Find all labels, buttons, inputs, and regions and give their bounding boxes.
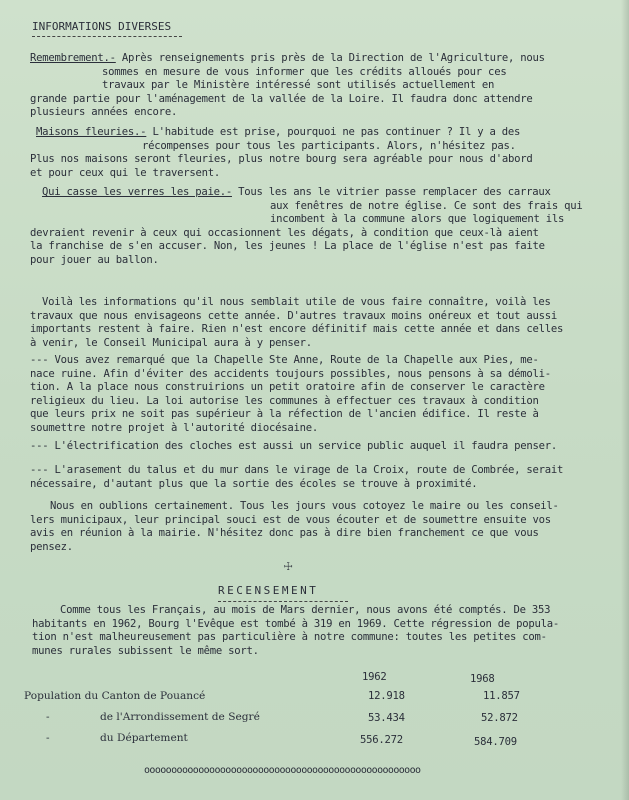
section-cloches xyxy=(30,440,610,454)
maisons-title: Maisons fleuries.- xyxy=(36,126,147,138)
footer-rule: ooooooooooooooooooooooooooooooooooooooooooooooooooo xyxy=(144,765,421,776)
oublions-line: avis en réunion à la mairie. N'hésitez donc pas à dire bien franchement ce que vous xyxy=(30,527,539,540)
page-edge-shadow xyxy=(621,0,629,800)
maisons-line: Plus nos maisons seront fleuries, plus notre bourg sera agréable pour nous d'abord xyxy=(30,153,533,166)
voila-line: Voilà les informations qu'il nous semblait utile de vous faire connaître, voilà les xyxy=(42,296,551,308)
voila-line: importants restent à faire. Rien n'est encore définitif mais cette année et dans celles xyxy=(30,323,564,336)
year-1962-header: 1962 xyxy=(362,671,387,683)
verres-line: pour jouer au ballon. xyxy=(30,253,159,266)
section-recensement xyxy=(32,604,612,658)
row-arrondissement-prefix: - xyxy=(46,711,50,723)
row-canton-label: Population du Canton de Pouancé xyxy=(24,690,206,702)
cross-ornament: ☩ xyxy=(284,558,293,574)
row-departement-1968: 584.709 xyxy=(474,736,517,748)
recensement-line: munes rurales subissent le même sort. xyxy=(32,644,259,657)
chapelle-line: soumettre notre projet à l'autorité diocésaine. xyxy=(30,421,319,434)
oublions-line: lers municipaux, leur principal souci est de vous écouter et de soumettre ensuite vos xyxy=(30,513,551,526)
recensement-line: habitants en 1962, Bourg l'Evêque est tombé à 319 en 1969. Cette régression de popula- xyxy=(32,617,560,630)
verres-line: devraient revenir à ceux qui occasionnent les dégats, à condition que ceux-là aient xyxy=(30,226,539,239)
verres-line: incombent à la commune alors que logiquement ils xyxy=(270,213,565,226)
row-arrondissement-label: de l'Arrondissement de Segré xyxy=(100,711,260,723)
row-departement-prefix: - xyxy=(46,732,50,744)
section-verres xyxy=(30,186,610,268)
section-maisons-fleuries xyxy=(30,126,610,180)
voila-line: travaux que nous envisageons cette année. D'autres travaux moins onéreux et tout aussi xyxy=(30,309,558,322)
verres-line: Tous les ans le vitrier passe remplacer des carraux xyxy=(231,186,551,198)
row-arrondissement-1962: 53.434 xyxy=(368,712,405,724)
remembrement-line: plusieurs années encore. xyxy=(30,106,178,119)
row-departement-label: du Département xyxy=(100,732,188,744)
year-1968-header: 1968 xyxy=(470,673,495,685)
document-heading: INFORMATIONS DIVERSES xyxy=(32,20,172,33)
row-arrondissement-1968: 52.872 xyxy=(481,712,518,724)
verres-title: Qui casse les verres les paie.- xyxy=(42,186,232,198)
section-oublions xyxy=(30,500,610,554)
talus-line: --- L'arasement du talus et du mur dans le virage de la Croix, route de Combrée, serait xyxy=(30,464,564,476)
remembrement-line: Après renseignements pris près de la Direction de l'Agriculture, nous xyxy=(115,52,545,64)
chapelle-line: que leurs prix ne soit pas supérieur à la réfection de l'ancien édifice. Il reste à xyxy=(30,408,539,421)
row-canton-1968: 11.857 xyxy=(483,690,520,702)
remembrement-line: sommes en mesure de vous informer que les crédits alloués pour ces xyxy=(102,65,507,78)
chapelle-line: nace ruine. Afin d'éviter des accidents toujours possibles, nous pensons à sa démoli- xyxy=(30,367,551,380)
section-chapelle xyxy=(30,354,610,436)
heading-underline xyxy=(32,36,182,37)
section-voila xyxy=(30,296,610,350)
recensement-line: Comme tous les Français, au mois de Mars dernier, nous avons été comptés. De 353 xyxy=(60,604,551,616)
recensement-underline xyxy=(218,601,348,602)
row-departement-1962: 556.272 xyxy=(360,734,403,746)
remembrement-line: grande partie pour l'aménagement de la vallée de la Loire. Il faudra donc attendre xyxy=(30,92,533,105)
recensement-title: RECENSEMENT xyxy=(218,584,319,597)
oublions-line: pensez. xyxy=(30,540,73,553)
maisons-line: L'habitude est prise, pourquoi ne pas continuer ? Il y a des xyxy=(146,126,521,138)
verres-line: aux fenêtres de notre église. Ce sont des frais qui xyxy=(270,199,583,212)
maisons-line: récompenses pour tous les participants. Alors, n'hésitez pas. xyxy=(142,139,516,152)
oublions-line: Nous en oublions certainement. Tous les jours vous cotoyez le maire ou les conseil- xyxy=(50,500,559,512)
chapelle-line: tion. A la place nous construirions un petit oratoire afin de conserver le caractère xyxy=(30,381,545,394)
cloches-line: --- L'électrification des cloches est aussi un service public auquel il faudra penser. xyxy=(30,440,558,452)
chapelle-line: religieux du lieu. La loi autorise les communes à effectuer ces travaux à condition xyxy=(30,394,539,407)
chapelle-line: --- Vous avez remarqué que la Chapelle Ste Anne, Route de la Chapelle aux Pies, me- xyxy=(30,354,539,366)
voila-line: à venir, le Conseil Municipal aura à y penser. xyxy=(30,336,312,349)
recensement-line: tion n'est malheureusement pas particulière à notre commune: toutes les petites com- xyxy=(32,631,547,644)
talus-line: nécessaire, d'autant plus que la sortie des écoles se trouve à proximité. xyxy=(30,477,478,490)
verres-line: la franchise de s'en accuser. Non, les jeunes ! La place de l'église n'est pas faite xyxy=(30,240,545,253)
remembrement-title: Remembrement.- xyxy=(30,52,116,64)
remembrement-line: travaux par le Ministère intéressé sont utilisés actuellement en xyxy=(102,79,495,92)
maisons-line: et pour ceux qui le traversent. xyxy=(30,166,220,179)
section-remembrement xyxy=(30,52,610,120)
row-canton-1962: 12.918 xyxy=(368,690,405,702)
section-talus xyxy=(30,464,610,491)
